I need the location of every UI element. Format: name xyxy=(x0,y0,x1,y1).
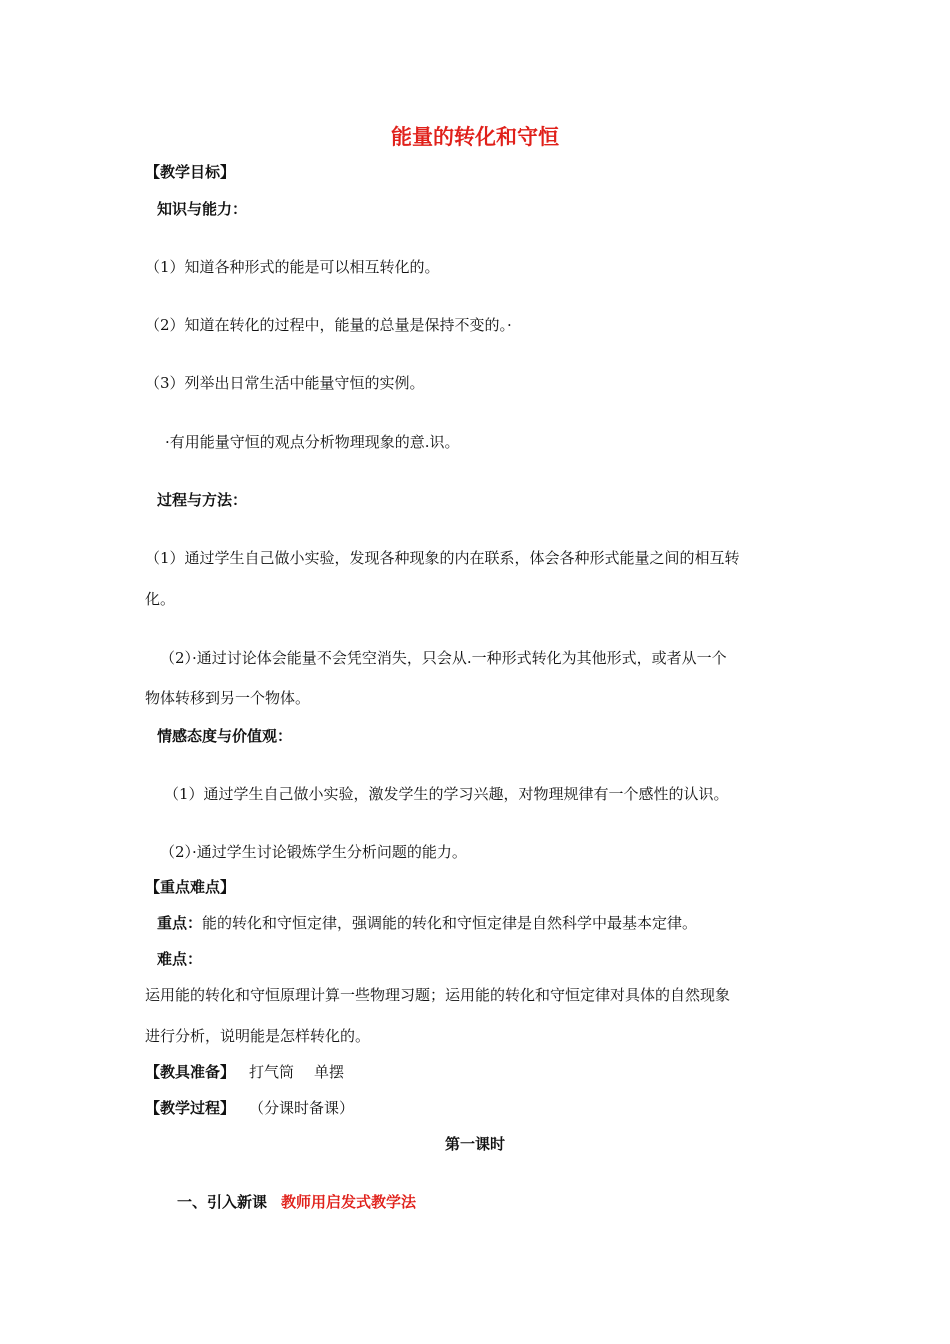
teaching-process-line xyxy=(145,1098,354,1118)
knowledge-item-4: ·有用能量守恒的观点分析物理现象的意.识。 xyxy=(165,433,460,451)
tool-item-1: 打气筒 xyxy=(249,1063,295,1081)
intro-heading: 一、引入新课 xyxy=(177,1193,268,1211)
knowledge-item-2: （2）知道在转化的过程中，能量的总量是保持不变的。· xyxy=(145,316,512,334)
key-point-text: 能的转化和守恒定律，强调能的转化和守恒定律是自然科学中最基本定律。 xyxy=(202,914,698,932)
knowledge-heading: 知识与能力： xyxy=(157,200,248,218)
teaching-process-note: （分课时备课） xyxy=(249,1099,355,1117)
key-difficulty-heading: 【重点难点】 xyxy=(145,878,236,896)
difficulty-label: 难点： xyxy=(157,950,203,968)
difficulty-line-2: 进行分析，说明能是怎样转化的。 xyxy=(145,1027,371,1045)
objectives-heading: 【教学目标】 xyxy=(145,163,236,181)
process-heading: 过程与方法： xyxy=(157,491,248,509)
key-point-line xyxy=(157,913,697,933)
intro-line xyxy=(177,1192,416,1212)
knowledge-item-3: （3）列举出日常生活中能量守恒的实例。 xyxy=(145,374,425,392)
tools-line xyxy=(145,1062,344,1082)
key-point-label: 重点： xyxy=(157,914,203,932)
lesson-title: 第一课时 xyxy=(444,1135,505,1153)
knowledge-item-1: （1）知道各种形式的能是可以相互转化的。 xyxy=(145,258,440,276)
difficulty-line-1: 运用能的转化和守恒原理计算一些物理习题；运用能的转化和守恒定律对具体的自然现象 xyxy=(145,986,731,1004)
tool-item-2: 单摆 xyxy=(314,1063,345,1081)
process-item-1-line-1: （1）通过学生自己做小实验，发现各种现象的内在联系，体会各种形式能量之间的相互转 xyxy=(145,549,740,567)
emotion-heading: 情感态度与价值观： xyxy=(157,727,293,745)
document-title: 能量的转化和守恒 xyxy=(391,125,559,149)
emotion-item-2: （2）·通过学生讨论锻炼学生分析问题的能力。 xyxy=(160,843,467,861)
process-item-2-line-2: 物体转移到另一个物体。 xyxy=(145,689,311,707)
process-item-2-line-1: （2）·通过讨论体会能量不会凭空消失，只会从.一种形式转化为其他形式，或者从一个 xyxy=(160,649,727,667)
tools-heading: 【教具准备】 xyxy=(145,1063,236,1081)
teaching-process-heading: 【教学过程】 xyxy=(145,1099,236,1117)
emotion-item-1: （1）通过学生自己做小实验，激发学生的学习兴趣，对物理规律有一个感性的认识。 xyxy=(164,785,729,803)
intro-method: 教师用启发式教学法 xyxy=(281,1193,417,1211)
process-item-1-line-2: 化。 xyxy=(145,590,176,608)
